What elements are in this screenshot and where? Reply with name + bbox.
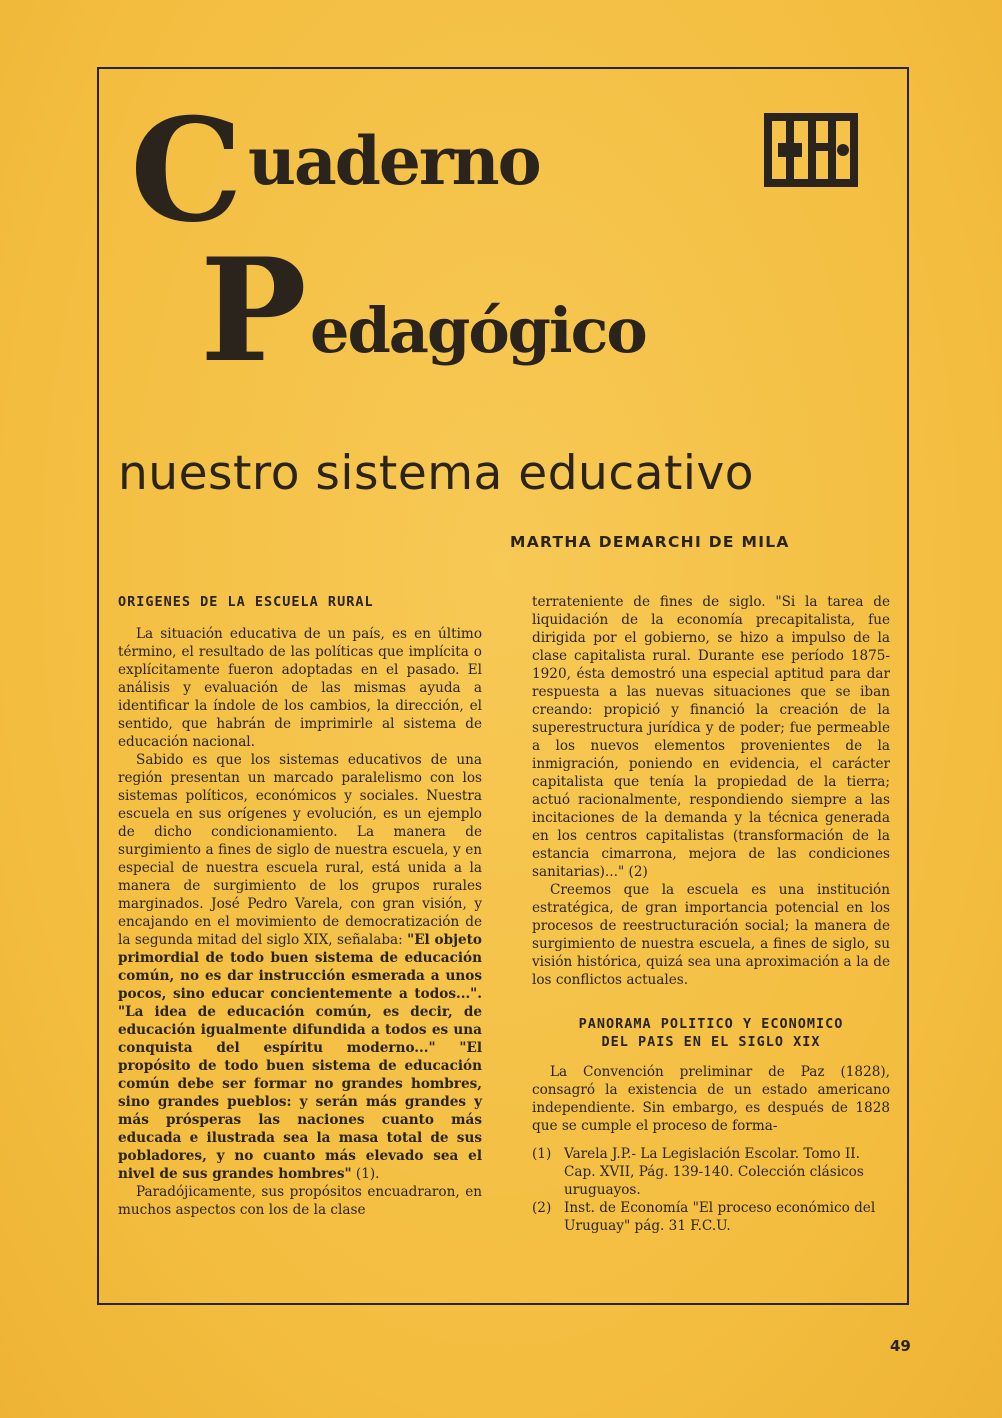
- heading-line: PANORAMA POLITICO Y ECONOMICO: [578, 1016, 844, 1032]
- footnote-ref: (1).: [351, 1166, 380, 1182]
- footnote: [532, 1145, 890, 1199]
- masthead-word-cuaderno: uaderno: [248, 122, 540, 200]
- paragraph: La Convención preliminar de Paz (1828), consagró la existencia de un estado americano independiente. Sin embargo, es después de 1828 que se cumple el proceso de forma-: [532, 1064, 890, 1134]
- section-heading-panorama: [532, 1015, 890, 1051]
- footnote: [532, 1199, 890, 1235]
- page-number: 49: [890, 1337, 911, 1355]
- masthead-word-pedagogico: edagógico: [310, 294, 646, 367]
- spacer: [532, 989, 890, 1015]
- left-column: [118, 593, 482, 1219]
- footnote-text: Inst. de Economía "El proceso económico del Uruguay" pág. 31 F.C.U.: [564, 1200, 876, 1234]
- footnotes: [532, 1145, 890, 1235]
- article-title: nuestro sistema educativo: [118, 446, 755, 501]
- varela-quote: "El objeto primordial de todo buen sistema de educación común, no es dar instrucción esmerada a unos pocos, sino educar concientemente a todos...". "La idea de educación común, es decir, de educación igualmente difundida a todos es una conquista del espíritu moderno..." "El propósito de todo buen sistema de educación común debe ser formar no grandes hombres, sino grandes pueblos: y serán más grandes y más prósperas las naciones cuanto más educada e ilustrada sea la masa total de sus pobladores, y no cuanto más elevado sea el nivel de sus grandes hombres": [118, 932, 482, 1182]
- paragraph: Paradójicamente, sus propósitos encuadraron, en muchos aspectos con los de la clase: [118, 1184, 482, 1218]
- paragraph-text: Sabido es que los sistemas educativos de una región presentan un marcado paralelismo con los sistemas políticos, económicos y sociales. Nuestra escuela en sus orígenes y evolución, es un ejemplo de dicho condicionamiento. La manera de surgimiento a fines de siglo de nuestra escuela, y en especial de nuestra escuela rural, está unida a la manera de surgimiento de los grupos rurales marginados. José Pedro Varela, con gran visión, y encajando en el movimiento de democratización de la segunda mitad del siglo XIX, señalaba:: [118, 752, 482, 948]
- footnote-number: (2): [532, 1200, 552, 1216]
- paragraph: La situación educativa de un país, es en último término, el resultado de las políticas que implícita o explícitamente fueron adoptadas en el pasado. El análisis y evaluación de las mismas ayuda a identificar la índole de los cambios, la dirección, el sentido, que habrán de imprimirle al sistema de educación nacional.: [118, 626, 482, 750]
- publisher-logo-icon: [764, 113, 858, 187]
- section-heading-origenes: ORIGENES DE LA ESCUELA RURAL: [118, 594, 374, 610]
- heading-line: DEL PAIS EN EL SIGLO XIX: [601, 1034, 821, 1050]
- paragraph-varela: [118, 751, 482, 1183]
- paragraph: Creemos que la escuela es una institución estratégica, de gran importancia potencial en los procesos de reestructuración social; la manera de surgimiento de nuestra escuela, a fines de siglo, su visión histórica, quizá sea una aproximación a la de los conflictos actuales.: [532, 882, 890, 988]
- masthead-initial-c: C: [130, 88, 240, 254]
- masthead: [130, 88, 650, 394]
- article-author: MARTHA DEMARCHI DE MILA: [510, 533, 790, 551]
- footnote-text: Varela J.P.- La Legislación Escolar. Tomo II. Cap. XVII, Pág. 139-140. Colección clásicos uruguayos.: [564, 1146, 864, 1198]
- footnote-number: (1): [532, 1146, 552, 1162]
- masthead-initial-p: P: [200, 228, 303, 394]
- paragraph: terrateniente de fines de siglo. "Si la tarea de liquidación de la economía precapitalista, fue dirigida por el gobierno, se hizo a impulso de la clase capitalista rural. Durante ese período 1875-1920, ésta demostró una especial aptitud para dar respuesta a las nuevas situaciones que se iban creando: propició y financió la creación de la superestructura jurídica y de poder; fue permeable a los nuevos elementos provenientes de la inmigración, poniendo en evidencia, el carácter capitalista que tenía la propiedad de la tierra; actuó racionalmente, respondiendo siempre a las incitaciones de la demanda y la técnica generada en los centros capitalistas (transformación de la estancia cimarrona, mejora de las condiciones sanitarias)..." (2): [532, 594, 890, 880]
- right-column: [532, 593, 890, 1235]
